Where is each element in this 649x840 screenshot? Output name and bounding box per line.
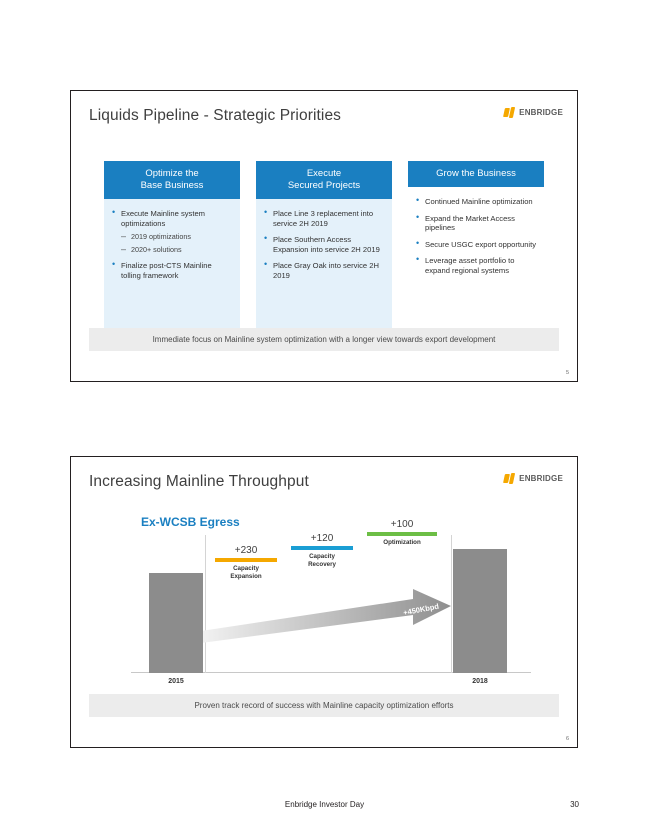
slide-1-footer-bar: Immediate focus on Mainline system optimization with a longer view towards export development [89, 328, 559, 351]
page-footer [0, 800, 649, 809]
list-item: • Finalize post-CTS Mainline tolling framework [112, 261, 232, 280]
column-1-body [104, 199, 240, 336]
column-grow-the-business [408, 161, 544, 324]
column-1-header-line1: Optimize the [145, 168, 199, 179]
column-2-header-line1: Execute [306, 168, 342, 179]
slide-2-footer-bar: Proven track record of success with Mainline capacity optimization efforts [89, 694, 559, 717]
enbridge-logo-icon [504, 473, 517, 484]
list-item: – 2019 optimizations [121, 232, 232, 241]
increment-1-bar [215, 558, 277, 562]
bar-label-2018: 2018 [472, 678, 488, 685]
enbridge-logo [504, 473, 563, 484]
column-1-bullet-list [112, 209, 232, 280]
slide-liquids-pipeline [70, 90, 578, 382]
increment-3-caption [367, 539, 437, 547]
page-number: 30 [570, 800, 579, 809]
increment-capacity-recovery [291, 533, 353, 568]
bar-label-2015: 2015 [168, 678, 184, 685]
increment-1-value: +230 [234, 545, 258, 556]
increment-optimization [367, 519, 437, 547]
column-1-header [104, 161, 240, 199]
column-2-header [256, 161, 392, 199]
chart-guide-line-right [451, 535, 452, 673]
increment-1-caption-line1: Capacity [233, 565, 259, 572]
list-item [112, 209, 232, 254]
increment-capacity-expansion [215, 545, 277, 580]
page-footer-text: Enbridge Investor Day [284, 800, 365, 809]
growth-arrow [201, 585, 451, 645]
list-item: • Place Line 3 replacement into service 2H 2019 [264, 209, 384, 228]
enbridge-logo-text: ENBRIDGE [519, 474, 563, 483]
list-item: • Expand the Market Access pipelines [416, 214, 536, 233]
bar-2018 [453, 549, 507, 673]
increment-1-caption [215, 565, 277, 580]
slide-increasing-mainline-throughput [70, 456, 578, 748]
column-1-sub-list [121, 232, 232, 254]
arrow-total-label: +450Kbpd [402, 601, 440, 618]
chart-subtitle: Ex-WCSB Egress [141, 515, 240, 529]
column-2-body [256, 199, 392, 336]
column-3-header [408, 161, 544, 187]
list-item: – 2020+ solutions [121, 245, 232, 254]
increment-1-caption-line2: Expansion [230, 572, 262, 580]
bar-2015 [149, 573, 203, 673]
column-execute-secured-projects [256, 161, 392, 336]
increment-2-value: +120 [310, 533, 334, 544]
increment-2-bar [291, 546, 353, 550]
increment-2-caption-line2: Recovery [308, 560, 336, 568]
enbridge-logo [504, 107, 563, 118]
slide-1-title: Liquids Pipeline - Strategic Priorities [89, 107, 342, 124]
slide-1-number: 5 [565, 370, 569, 376]
enbridge-logo-icon [504, 107, 517, 118]
enbridge-logo-text: ENBRIDGE [519, 108, 563, 117]
list-item: • Secure USGC export opportunity [416, 240, 536, 250]
list-item: • Leverage asset portfolio to expand regional systems [416, 256, 536, 275]
increment-3-value: +100 [390, 519, 414, 530]
list-item: • Place Gray Oak into service 2H 2019 [264, 261, 384, 280]
column-1-header-line2: Base Business [140, 180, 204, 191]
increment-2-caption-line1: Capacity [309, 553, 335, 560]
column-3-bullet-list [416, 197, 536, 275]
list-item: • Place Southern Access Expansion into service 2H 2019 [264, 235, 384, 254]
column-3-body [408, 187, 544, 324]
increment-3-bar [367, 532, 437, 536]
slide-2-number: 6 [565, 736, 569, 742]
column-2-header-line2: Secured Projects [287, 180, 361, 191]
column-2-bullet-list [264, 209, 384, 280]
increment-2-caption [291, 553, 353, 568]
increment-3-caption-line1: Optimization [383, 539, 421, 546]
slide-2-title: Increasing Mainline Throughput [89, 473, 309, 490]
bullet-text: Execute Mainline system optimizations [121, 209, 205, 228]
column-optimize-base-business [104, 161, 240, 336]
list-item: • Continued Mainline optimization [416, 197, 536, 207]
column-3-header-line1: Grow the Business [436, 168, 516, 179]
